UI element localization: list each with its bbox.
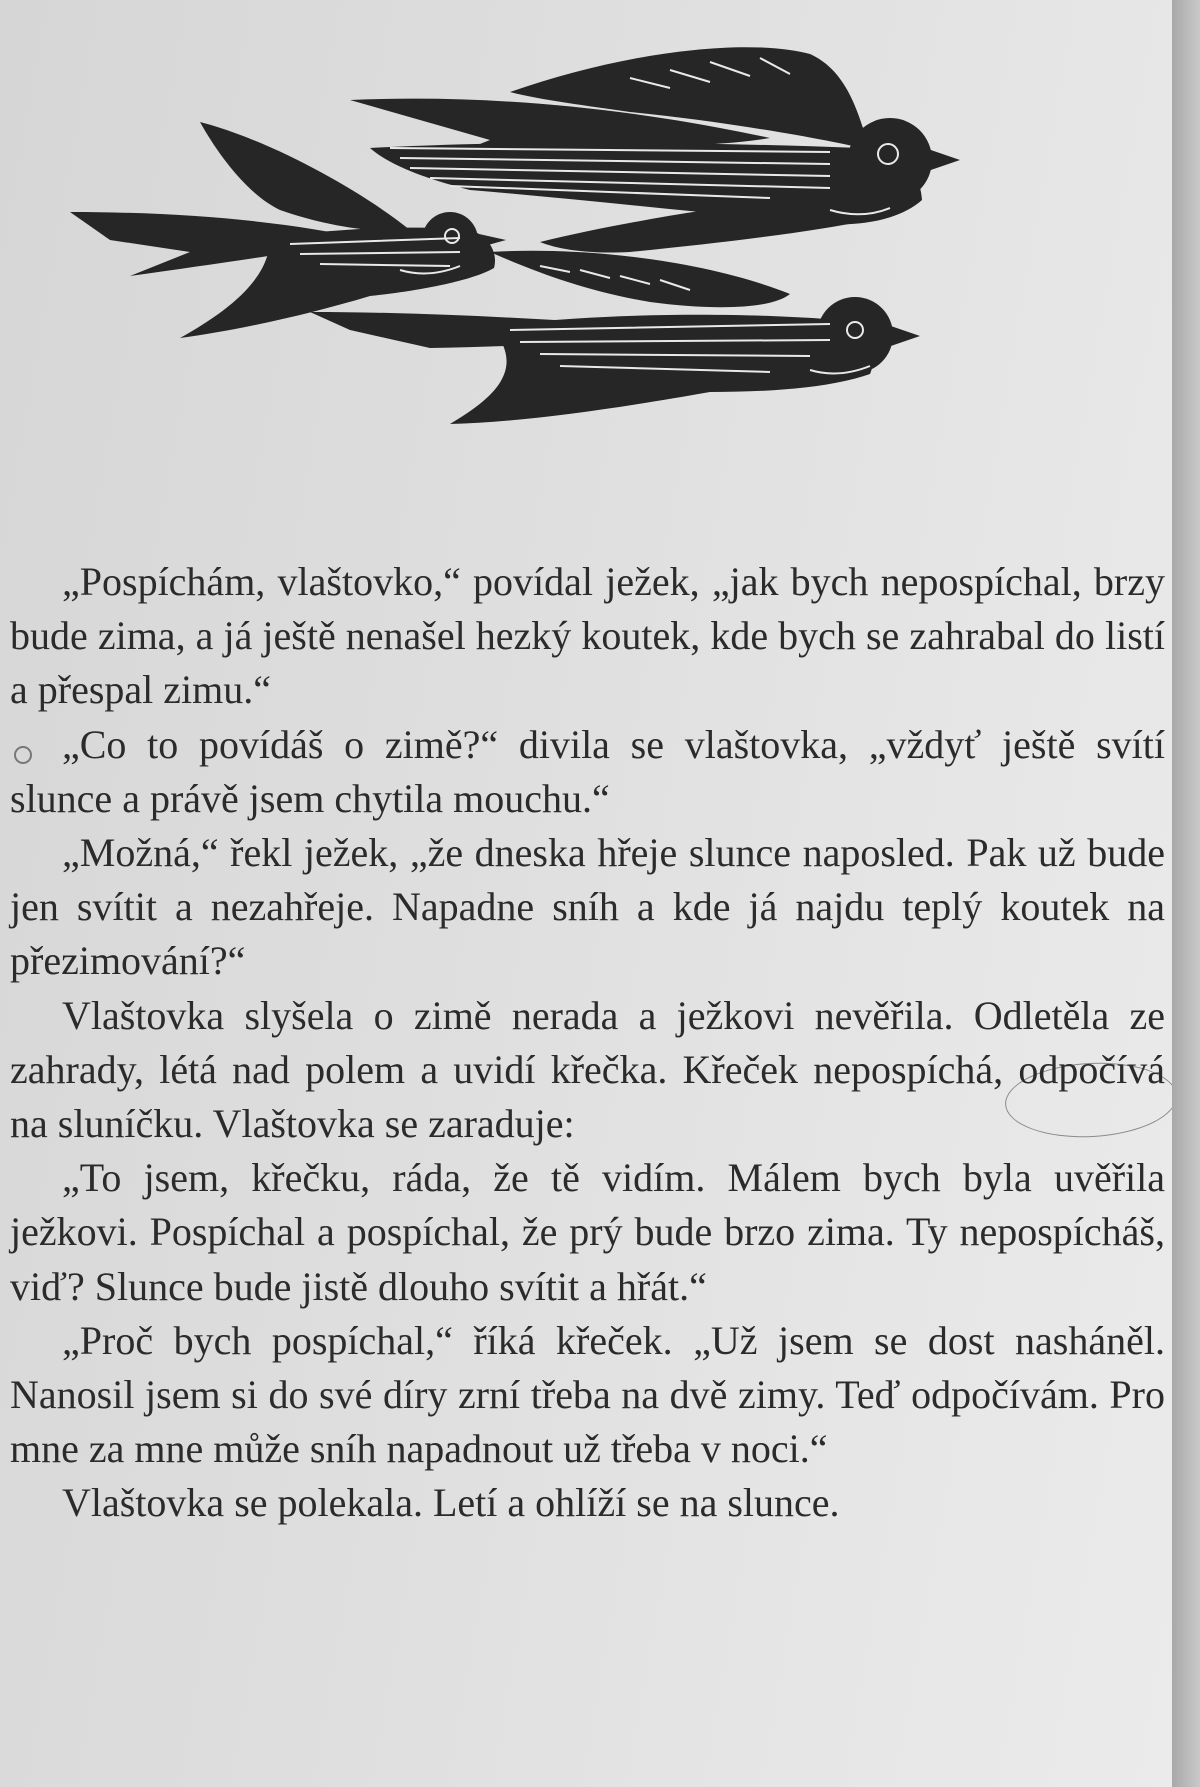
swallow-bottom-beak	[885, 324, 920, 348]
paragraph-4: Vlaštovka slyšela o zimě nerada a ježkovi nevěřila. Odletěla ze zahrady, létá nad polem a uvidí křečka. Křeček nepospíchá, odpočívá na sluníčku. Vlaštovka se zaraduje:	[10, 992, 1165, 1147]
paragraph-6: „Proč bych pospíchal,“ říká křeček. „Už jsem se dost nasháněl. Nanosil jsem si do své díry zrní třeba na dvě zimy. Teď odpočívám. Pro mne za mne může sníh napadnout už třeba v noci.“	[10, 1317, 1165, 1472]
swallow-bottom-wing	[490, 251, 790, 307]
swallow-top-beak	[925, 148, 960, 172]
paragraph-7: Vlaštovka se polekala. Letí a ohlíží se na slunce.	[62, 1480, 840, 1526]
paragraph-3: „Možná,“ řekl ježek, „že dneska hřeje slunce naposled. Pak už bude jen svítit a nezahřeje. Napadne sníh a kde já najdu teplý koutek na přezimování?“	[10, 830, 1165, 984]
swallow-left-wing	[200, 122, 410, 231]
swallow-top-head	[848, 118, 932, 202]
paragraph-5: „To jsem, křečku, ráda, že tě vidím. Málem bych byla uvěřila ježkovi. Pospíchal a pospíchal, že prý bude brzo zima. Ty nepospícháš, viď? Slunce bude jistě dlouho svítit a hřát.“	[10, 1155, 1165, 1309]
swallow-bottom-head	[817, 297, 893, 373]
paragraph-1: „Pospíchám, vlaštovko,“ povídal ježek, „jak bych nepospíchal, brzy bude zima, a já ještě nenašel hezký koutek, kde bych se zahrabal do listí a přespal zimu.“	[10, 559, 1165, 713]
paragraph-2: „Co to povídáš o zimě?“ divila se vlaštovka, „vždyť ještě svítí slunce a právě jsem chytila mouchu.“	[10, 721, 1165, 821]
story-text	[10, 555, 1165, 1531]
swallows-illustration	[70, 30, 1080, 500]
page-edge	[1172, 0, 1200, 1787]
